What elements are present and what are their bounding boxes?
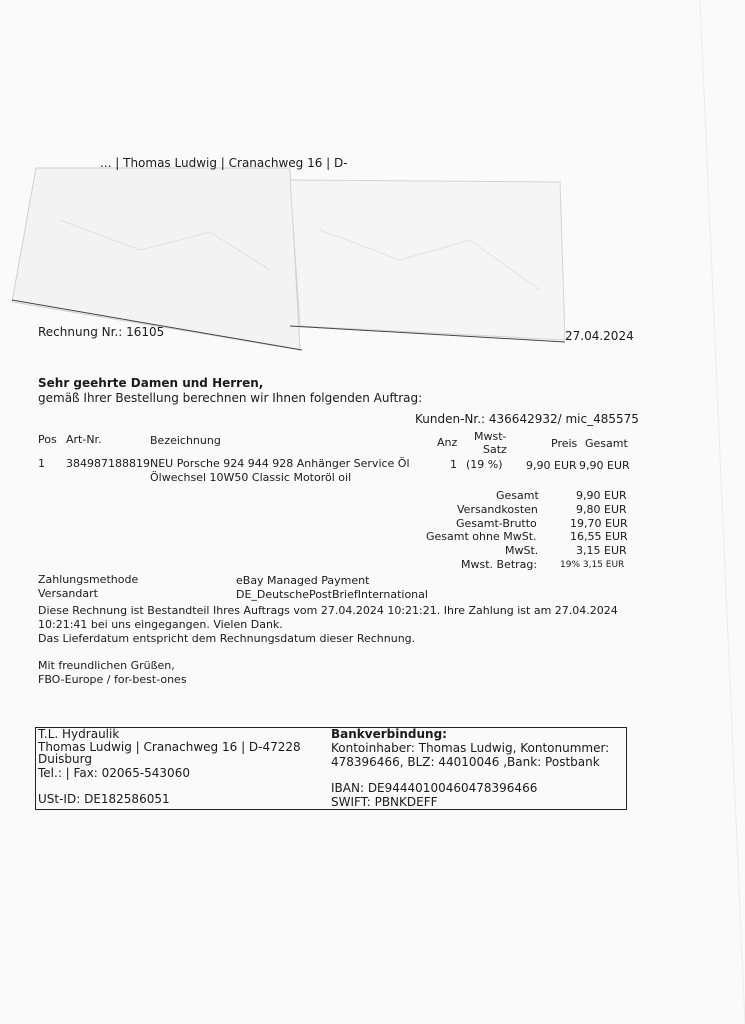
footer-address-1: Thomas Ludwig | Cranachweg 16 | D-47228 — [38, 740, 301, 754]
footer-ust: USt-ID: DE182586051 — [38, 792, 170, 806]
total-value-versand: 9,80 EUR — [576, 503, 627, 516]
sender-line: ... | Thomas Ludwig | Cranachweg 16 | D- — [100, 156, 348, 170]
header-mwst-1: Mwst- — [474, 430, 507, 443]
total-value-netto: 16,55 EUR — [570, 530, 628, 543]
row-gesamt: 9,90 EUR — [579, 459, 630, 472]
row-pos: 1 — [38, 457, 45, 470]
footer-box — [35, 727, 627, 810]
footer-swift: SWIFT: PBNKDEFF — [331, 795, 438, 809]
total-label-gesamt: Gesamt — [496, 489, 539, 502]
greeting: Sehr geehrte Damen und Herren, — [38, 376, 264, 390]
total-label-netto: Gesamt ohne MwSt. — [426, 530, 537, 543]
closing-line-1: Mit freundlichen Grüßen, — [38, 659, 175, 672]
header-mwst-2: Satz — [483, 443, 507, 456]
header-pos: Pos — [38, 433, 57, 446]
footer-company: T.L. Hydraulik — [38, 727, 120, 741]
invoice-date: 27.04.2024 — [565, 329, 634, 343]
payment-method-value: eBay Managed Payment — [236, 574, 370, 587]
note-line-1: Diese Rechnung ist Bestandteil Ihres Auftrags vom 27.04.2024 10:21:21. Ihre Zahlung ist am 27.04.2024 — [38, 604, 618, 617]
footer-bank-title: Bankverbindung: — [331, 727, 447, 741]
header-art: Art-Nr. — [66, 433, 102, 446]
footer-address-2: Duisburg — [38, 752, 92, 766]
customer-number: Kunden-Nr.: 436642932/ mic_485575 — [415, 412, 639, 426]
total-value-mwst: 3,15 EUR — [576, 544, 627, 557]
header-gesamt: Gesamt — [585, 437, 628, 450]
footer-bank-2: 478396466, BLZ: 44010046 ,Bank: Postbank — [331, 755, 600, 769]
row-mwst: (19 %) — [466, 458, 503, 471]
total-label-brutto: Gesamt-Brutto — [456, 517, 537, 530]
footer-iban: IBAN: DE94440100460478396466 — [331, 781, 538, 795]
note-line-2: 10:21:41 bei uns eingegangen. Vielen Dank. — [38, 618, 283, 631]
total-label-mwst-betrag: Mwst. Betrag: — [461, 558, 538, 571]
row-preis: 9,90 EUR — [526, 459, 577, 472]
total-value-gesamt: 9,90 EUR — [576, 489, 627, 502]
shipping-value: DE_DeutschePostBriefInternational — [236, 588, 428, 601]
footer-bank-1: Kontoinhaber: Thomas Ludwig, Kontonummer: — [331, 741, 610, 755]
row-desc-2: Ölwechsel 10W50 Classic Motoröl oil — [150, 471, 352, 484]
header-preis: Preis — [551, 437, 578, 450]
total-label-mwst: MwSt. — [505, 544, 539, 557]
shipping-label: Versandart — [38, 587, 98, 600]
total-value-brutto: 19,70 EUR — [570, 517, 628, 530]
total-label-versand: Versandkosten — [457, 503, 538, 516]
note-line-3: Das Lieferdatum entspricht dem Rechnungsdatum dieser Rechnung. — [38, 632, 416, 645]
row-art: 384987188819 — [66, 457, 150, 470]
total-value-mwst-betrag: 19% 3,15 EUR — [560, 560, 625, 570]
header-desc: Bezeichnung — [150, 434, 221, 447]
closing-line-2: FBO-Europe / for-best-ones — [38, 673, 187, 686]
row-desc-1: NEU Porsche 924 944 928 Anhänger Service Öl — [150, 457, 410, 470]
row-anz: 1 — [450, 458, 457, 471]
header-anz: Anz — [437, 436, 458, 449]
invoice-number: Rechnung Nr.: 16105 — [38, 325, 165, 339]
payment-method-label: Zahlungsmethode — [38, 573, 139, 586]
footer-tel: Tel.: | Fax: 02065-543060 — [38, 766, 190, 780]
intro-text: gemäß Ihrer Bestellung berechnen wir Ihnen folgenden Auftrag: — [38, 391, 423, 405]
